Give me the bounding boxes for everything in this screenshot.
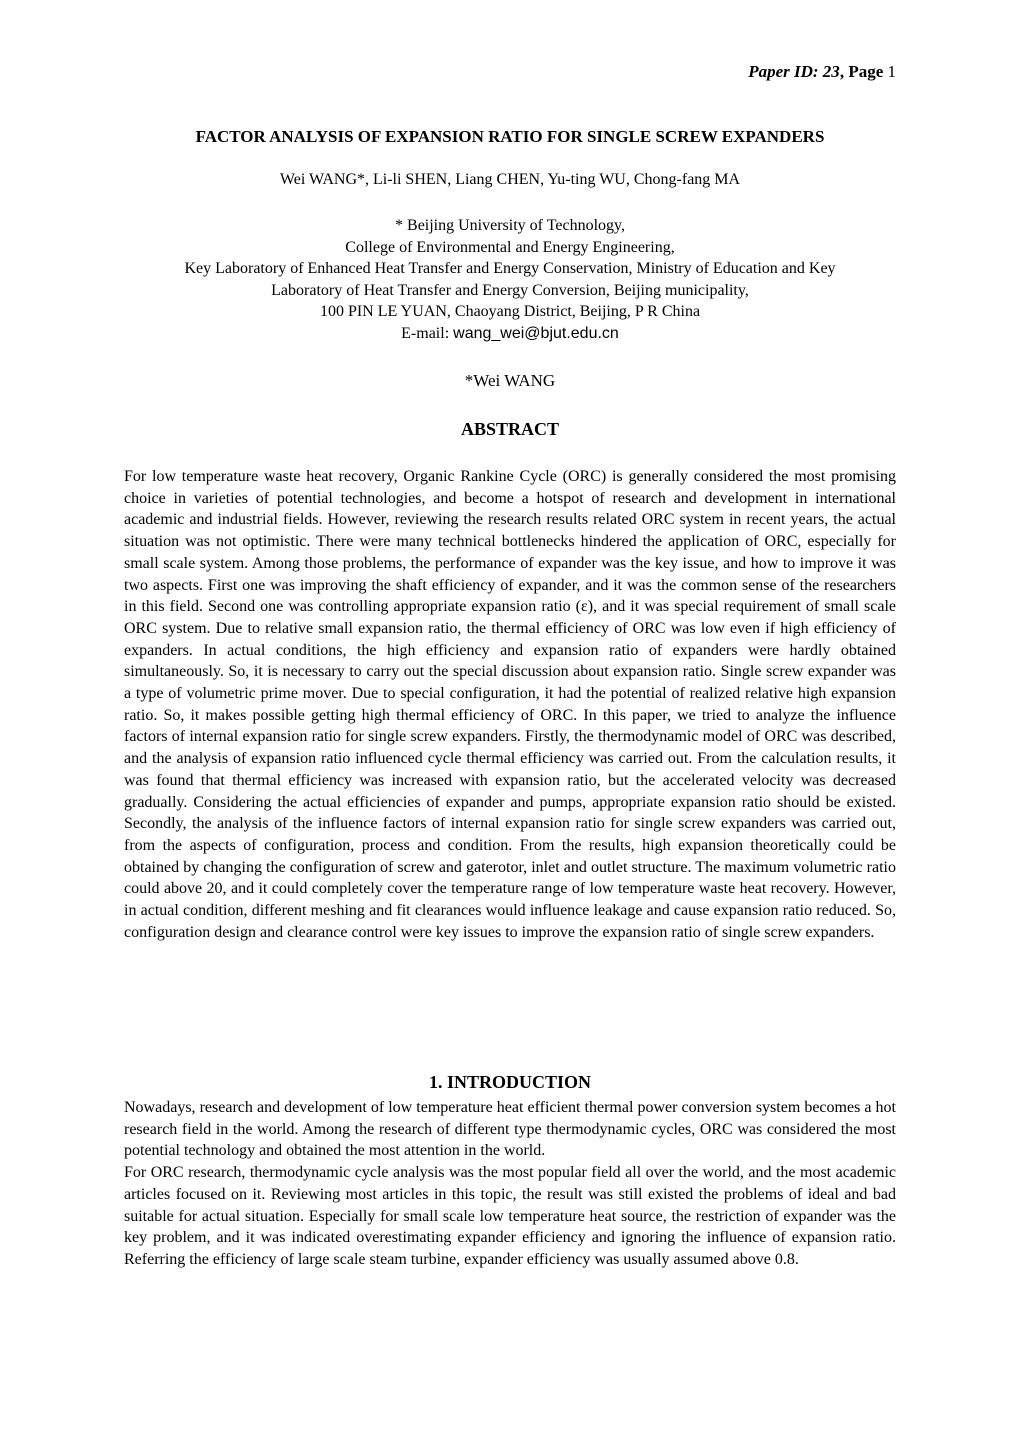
page-label: , Page bbox=[839, 62, 888, 81]
affiliation-line: Laboratory of Heat Transfer and Energy Conversion, Beijing municipality, bbox=[271, 281, 749, 299]
paper-id-label: Paper ID: 23 bbox=[748, 62, 840, 81]
abstract-body: For low temperature waste heat recovery, Organic Rankine Cycle (ORC) is generally considered the most promising choice in varieties of potential technologies, and become a hotspot of research and development in international academic and industrial fields. However, reviewing the research results related ORC system in recent years, the actual situation was not optimistic. There were many technical bottlenecks hindered the application of ORC, especially for small scale system. Among those problems, the performance of expander was the key issue, and how to improve it was two aspects. First one was improving the shaft efficiency of expander, and it was the common sense of the researchers in this field. Second one was controlling appropriate expansion ratio (ε), and it was special requirement of small scale ORC system. Due to relative small expansion ratio, the thermal efficiency of ORC was low even if high efficiency of expanders. In actual conditions, the high efficiency and expansion ratio of expanders were hardly obtained simultaneously. So, it is necessary to carry out the special discussion about expansion ratio. Single screw expander was a type of volumetric prime mover. Due to special configuration, it had the potential of realized relative high expansion ratio. So, it makes possible getting high thermal efficiency of ORC. In this paper, we tried to analyze the influence factors of internal expansion ratio for single screw expanders. Firstly, the thermodynamic model of ORC was described, and the analysis of expansion ratio influenced cycle thermal efficiency was carried out. From the calculation results, it was found that thermal efficiency was increased with expansion ratio, but the accelerated velocity was decreased gradually. Considering the actual efficiencies of expander and pumps, appropriate expansion ratio should be existed. Secondly, the analysis of the influence factors of internal expansion ratio for single screw expanders was carried out, from the aspects of configuration, process and condition. From the results, high expansion theoretically could be obtained by changing the configuration of screw and gaterotor, inlet and outlet structure. The maximum volumetric ratio could above 20, and it could completely cover the temperature range of low temperature waste heat recovery. However, in actual condition, different meshing and fit clearances would influence leakage and cause expansion ratio reduced. So, configuration design and clearance control were key issues to improve the expansion ratio of single screw expanders. bbox=[124, 468, 896, 941]
abstract-heading: ABSTRACT bbox=[460, 419, 560, 439]
page-number: 1 bbox=[887, 62, 896, 81]
introduction-body bbox=[124, 1097, 896, 1271]
affiliation-line: * Beijing University of Technology, bbox=[395, 217, 625, 234]
email-address: wang_wei@bjut.edu.cn bbox=[453, 324, 619, 342]
introduction-paragraph: Nowadays, research and development of low temperature heat efficient thermal power conversion system becomes a hot research field in the world. Among the research of different type thermodynamic cycles, ORC was considered the most potential technology and obtained the most attention in the world. bbox=[124, 1099, 896, 1160]
paper-title: FACTOR ANALYSIS OF EXPANSION RATIO FOR SINGLE SCREW EXPANDERS bbox=[195, 127, 825, 146]
affiliation-line: 100 PIN LE YUAN, Chaoyang District, Beijing, P R China bbox=[319, 303, 701, 320]
introduction-heading: 1. INTRODUCTION bbox=[428, 1072, 592, 1092]
affiliation-block bbox=[0, 215, 1020, 344]
email-line bbox=[0, 323, 1020, 345]
page-header bbox=[748, 62, 896, 82]
affiliation-line: Key Laboratory of Enhanced Heat Transfer and Energy Conservation, Ministry of Education and Key bbox=[184, 260, 836, 277]
affiliation-line: College of Environmental and Energy Engineering, bbox=[345, 238, 675, 256]
author-list: Wei WANG*, Li-li SHEN, Liang CHEN, Yu-ting WU, Chong-fang MA bbox=[279, 171, 741, 188]
email-label: E-mail: bbox=[401, 324, 454, 342]
corresponding-author: *Wei WANG bbox=[464, 371, 556, 390]
introduction-paragraph: For ORC research, thermodynamic cycle analysis was the most popular field all over the world, and the most academic articles focused on it. Reviewing most articles in this topic, the result was still existed the problems of ideal and bad suitable for actual situation. Especially for small scale low temperature heat source, the restriction of expander was the key problem, and it was indicated overestimating expander efficiency and ignoring the influence of expansion ratio. Referring the efficiency of large scale steam turbine, expander efficiency was usually assumed above 0.8. bbox=[124, 1164, 896, 1268]
